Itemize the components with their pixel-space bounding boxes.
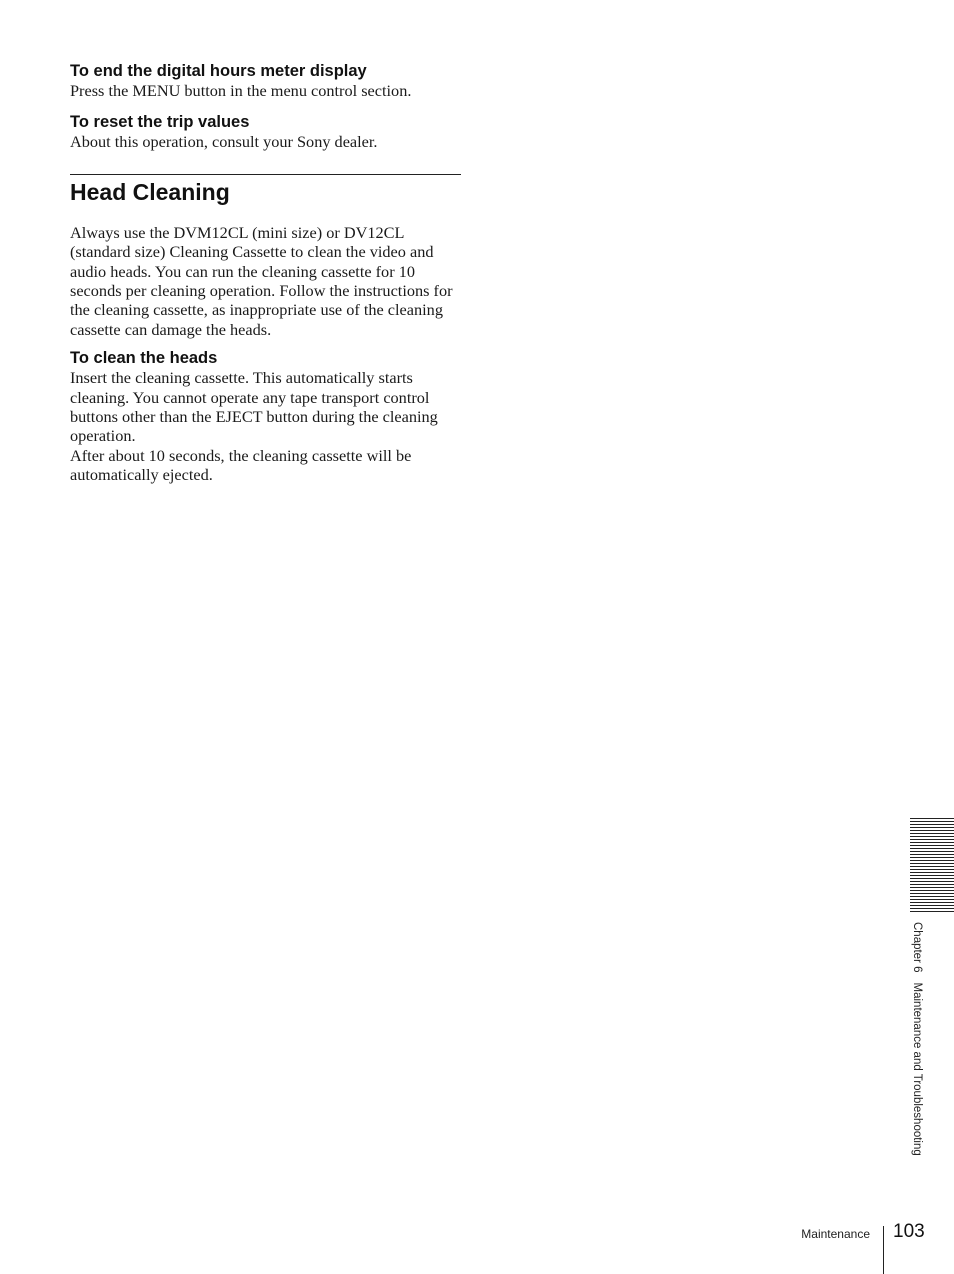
- section-title: Head Cleaning: [70, 178, 230, 205]
- page-number: 103: [893, 1221, 925, 1242]
- reset-trip-heading: To reset the trip values: [70, 113, 250, 132]
- reset-trip-text: About this operation, consult your Sony dealer.: [70, 132, 378, 152]
- footer-section-label: Maintenance: [801, 1227, 870, 1241]
- chapter-title: Maintenance and Troubleshooting: [911, 982, 923, 1156]
- chapter-number: Chapter 6: [911, 922, 923, 973]
- spacer: [70, 206, 462, 223]
- page-content: [70, 62, 462, 485]
- clean-heads-text-2: After about 10 seconds, the cleaning cassette will be automatically ejected.: [70, 445, 412, 485]
- footer-divider: [883, 1226, 884, 1274]
- end-display-text: Press the MENU button in the menu control section.: [70, 81, 412, 100]
- clean-heads-text-1: Insert the cleaning cassette. This automatically starts cleaning. You cannot operate any tape transport control buttons other than the EJECT button during the cleaning operation.: [70, 368, 438, 446]
- section-divider: [70, 174, 461, 175]
- head-cleaning-intro: Always use the DVM12CL (mini size) or DV12CL (standard size) Cleaning Cassette to clean the video and audio heads. You can run the cleaning cassette for 10 seconds per cleaning operation. Follow the instructions for the cleaning cassette, as inappropriate use of the cleaning cassette can damage the heads.: [70, 222, 453, 339]
- clean-heads-heading: To clean the heads: [70, 349, 218, 368]
- spacer: [70, 100, 462, 113]
- spacer: [70, 339, 462, 349]
- chapter-tab-stripes: [910, 818, 954, 912]
- end-display-heading: To end the digital hours meter display: [70, 62, 367, 80]
- chapter-side-label: [910, 922, 924, 1172]
